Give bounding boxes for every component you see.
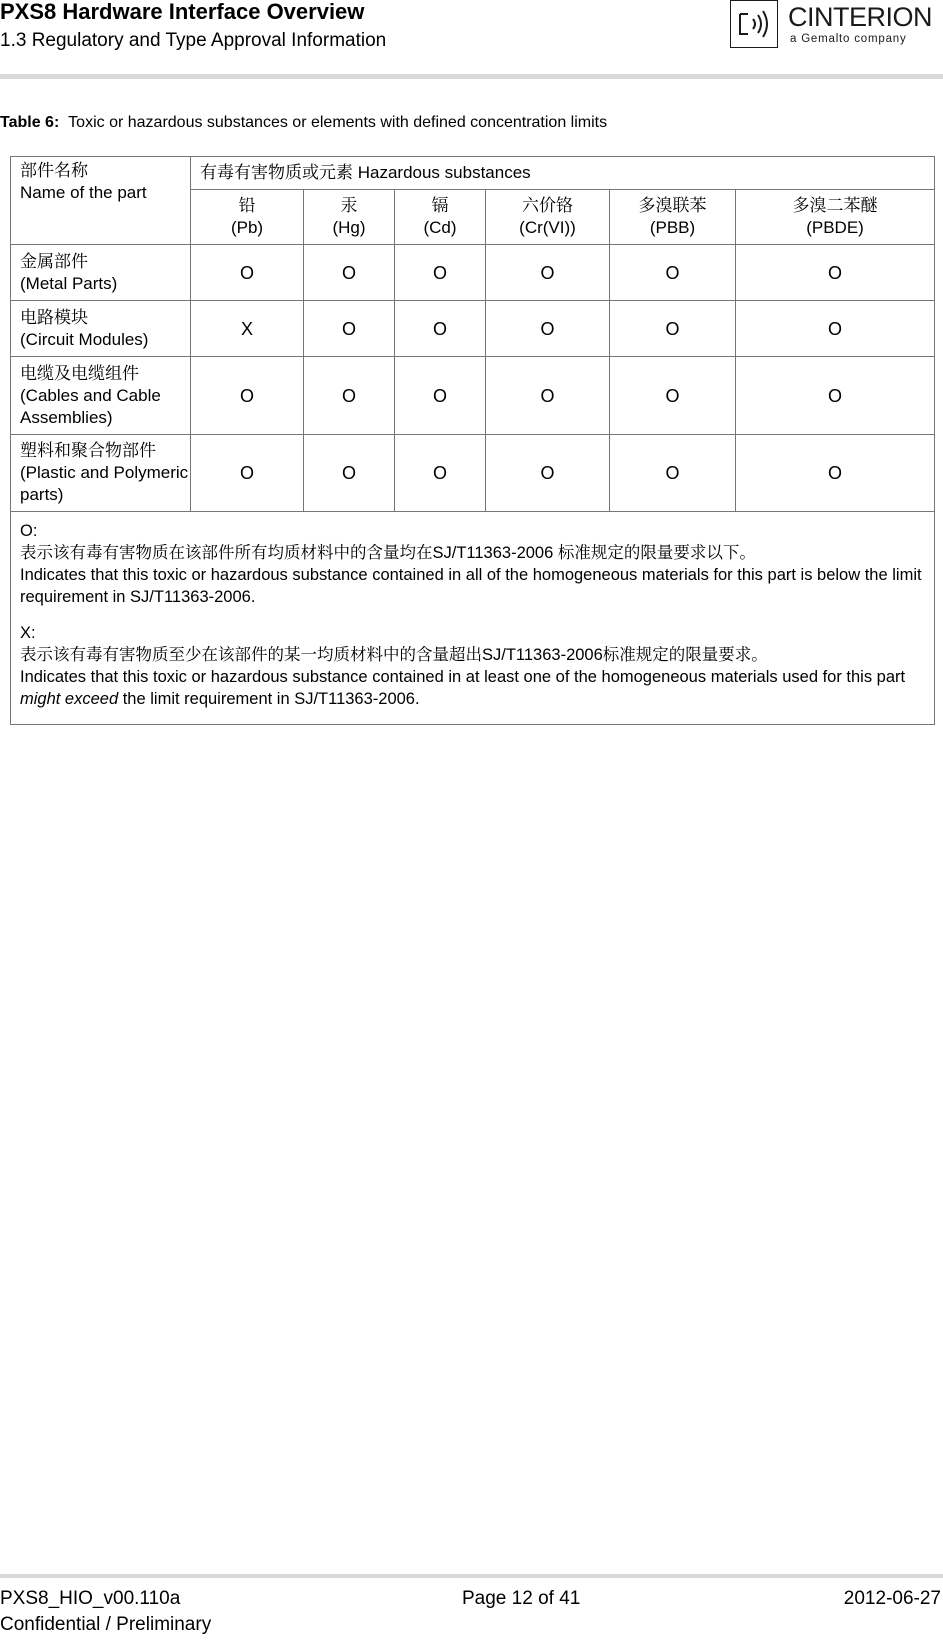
mark-cell: O xyxy=(191,435,304,512)
element-cn: 镉 xyxy=(431,196,449,215)
document-date: 2012-06-27 xyxy=(843,1588,941,1609)
element-header xyxy=(191,190,304,245)
part-name-en: (Metal Parts) xyxy=(20,273,118,293)
document-title: PXS8 Hardware Interface Overview xyxy=(0,0,365,24)
mark-cell: O xyxy=(304,435,395,512)
mark-cell: O xyxy=(610,435,736,512)
part-name-cn: 金属部件 xyxy=(20,251,88,271)
mark-cell: O xyxy=(610,301,736,357)
legend-x-en-before: Indicates that this toxic or hazardous substance contained in at least one of the homogeneous materials used for this part xyxy=(20,668,906,686)
mark-cell: O xyxy=(395,301,486,357)
notes-row xyxy=(11,512,935,725)
mark-cell: O xyxy=(304,301,395,357)
legend-o-cn: 表示该有毒有害物质在该部件所有均质材料中的含量均在SJ/T11363-2006 标准规定的限量要求以下。 xyxy=(20,544,756,562)
legend-x-en xyxy=(20,666,925,710)
part-name-cn: 塑料和聚合物部件 xyxy=(20,441,156,460)
part-name xyxy=(11,435,191,512)
element-symbol: (Pb) xyxy=(230,218,264,237)
table-row xyxy=(11,435,935,512)
legend-notes xyxy=(11,512,935,725)
table-caption-label: Table 6: xyxy=(0,114,60,131)
part-name-header-en: Name of the part xyxy=(20,183,147,202)
element-header xyxy=(304,190,395,245)
element-symbol: (Hg) xyxy=(332,218,366,237)
element-cn: 六价铬 xyxy=(522,196,573,215)
mark-cell: O xyxy=(395,245,486,301)
document-id: PXS8_HIO_v00.110a xyxy=(0,1588,181,1609)
mark-cell: O xyxy=(610,245,736,301)
mark-cell: O xyxy=(486,435,610,512)
mark-cell: O xyxy=(191,245,304,301)
legend-x xyxy=(20,622,925,710)
header-divider xyxy=(0,74,943,79)
element-header xyxy=(395,190,486,245)
part-name-cn: 电路模块 xyxy=(20,307,88,327)
mark-cell: O xyxy=(736,301,935,357)
mark-cell: O xyxy=(736,245,935,301)
element-symbol: (Cr(VI)) xyxy=(519,218,576,237)
mark-cell: O xyxy=(736,435,935,512)
part-name xyxy=(11,245,191,301)
part-name-en: (Plastic and Polymeric parts) xyxy=(20,463,189,504)
part-name-en: (Cables and Cable Assemblies) xyxy=(20,385,161,427)
section-title: 1.3 Regulatory and Type Approval Information xyxy=(0,30,387,51)
element-symbol: (Cd) xyxy=(423,218,457,237)
table-caption xyxy=(0,113,607,133)
mark-cell: O xyxy=(610,357,736,435)
part-name xyxy=(11,301,191,357)
logo-tagline: a Gemalto company xyxy=(790,33,907,45)
company-logo xyxy=(730,0,940,52)
part-name-cn: 电缆及电缆组件 xyxy=(20,363,139,383)
part-name xyxy=(11,357,191,435)
element-cn: 铅 xyxy=(238,196,256,215)
element-header xyxy=(610,190,736,245)
hazardous-substances-header: 有毒有害物质或元素 Hazardous substances xyxy=(191,157,935,190)
element-cn: 多溴联苯 xyxy=(638,196,707,215)
header-row xyxy=(11,157,935,190)
part-name-header-cn: 部件名称 xyxy=(20,161,88,180)
logo-wordmark: CINTERION xyxy=(788,2,932,32)
legend-o xyxy=(20,520,925,608)
hazardous-substances-table xyxy=(10,156,935,725)
footer-divider xyxy=(0,1574,943,1578)
page-number: Page 12 of 41 xyxy=(462,1588,581,1609)
mark-cell: O xyxy=(304,245,395,301)
element-header xyxy=(486,190,610,245)
element-header xyxy=(736,190,935,245)
table-row xyxy=(11,357,935,435)
legend-x-cn: 表示该有毒有害物质至少在该部件的某一均质材料中的含量超出SJ/T11363-2006标准规定的限量要求。 xyxy=(20,646,768,664)
mark-cell: O xyxy=(395,435,486,512)
part-name-en: (Circuit Modules) xyxy=(20,329,149,349)
part-name-header xyxy=(11,157,191,245)
mark-cell: O xyxy=(486,245,610,301)
mark-cell: O xyxy=(304,357,395,435)
mark-cell: O xyxy=(191,357,304,435)
element-symbol: (PBB) xyxy=(649,218,696,237)
legend-x-en-emphasis: might exceed xyxy=(20,690,119,708)
confidentiality-note: Confidential / Preliminary xyxy=(0,1614,212,1635)
element-cn: 汞 xyxy=(340,196,358,215)
mark-cell: O xyxy=(486,357,610,435)
legend-x-en-after: the limit requirement in SJ/T11363-2006. xyxy=(118,690,420,708)
table-row xyxy=(11,245,935,301)
element-cn: 多溴二苯醚 xyxy=(792,196,878,215)
mark-cell: O xyxy=(395,357,486,435)
mark-cell: X xyxy=(191,301,304,357)
mark-cell: O xyxy=(486,301,610,357)
legend-o-label: O: xyxy=(20,522,38,540)
legend-o-en: Indicates that this toxic or hazardous substance contained in all of the homogeneous materials for this part is below the limit requirement in SJ/T11363-2006. xyxy=(20,566,922,606)
element-symbol: (PBDE) xyxy=(806,218,864,237)
legend-x-label: X: xyxy=(20,624,36,642)
signal-wave-icon xyxy=(730,0,778,48)
mark-cell: O xyxy=(736,357,935,435)
table-row xyxy=(11,301,935,357)
table-caption-text: Toxic or hazardous substances or elements with defined concentration limits xyxy=(68,114,608,131)
